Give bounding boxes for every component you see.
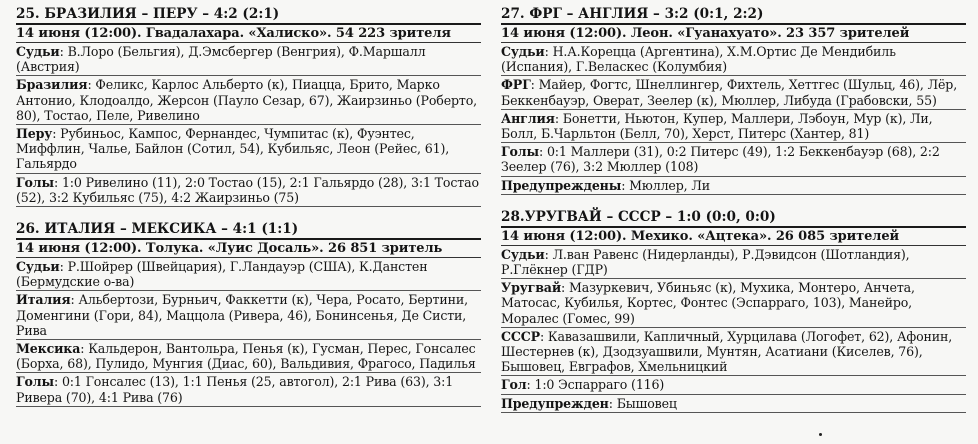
row-text: : 0:1 Гонсалес (13), 1:1 Пенья (25, автогол), 2:1 Рива (63), 3:1 Ривера (70), 4:1 Рива (76) (16, 374, 454, 405)
row-label: Голы (16, 174, 54, 190)
newspaper-page (16, 6, 966, 442)
row-label: Италия (16, 292, 71, 308)
row-text: : Кавазашвили, Капличный, Хурцилава (Логофет, 62), Афонин, Шестернев (к), Дзодзуашвили, Мунтян, Асатиани (Киселев, 76), Бышовец, Евграфов, Хмельницкий (501, 328, 953, 375)
referees-row (501, 246, 966, 279)
team-row-uruguay (501, 279, 966, 328)
row-label: Судьи (16, 44, 60, 59)
left-column (16, 6, 481, 421)
row-text: : Феликс, Карлос Альберто (к), Пиацца, Брито, Марко Антонио, Клодоалдо, Жерсон (Пауло Сезар, 67), Жаирзиньо (Роберто, 80), Тостао, Пеле, Ривелино (16, 77, 478, 123)
row-text: : Альбертози, Бурньич, Факкетти (к), Чера, Росато, Бертини, Доменгини (Гори, 84), Маццола (Ривера, 46), Бонинсенья, Де Систи, Рива (16, 292, 468, 338)
team-row-italy (16, 291, 481, 340)
row-text: : Кальдерон, Вантольра, Пенья (к), Гусман, Перес, Гонсалес (Борха, 68), Пулидо, Мунгия (Диас, 60), Вальдивия, Фрагосо, Падилья (16, 341, 476, 372)
row-text: : Бонетти, Ньютон, Купер, Маллери, Лэбоун, Мур (к), Ли, Болл, Б.Чарльтон (Белл, 70), Херст, Питерс (Хантер, 81) (501, 110, 933, 142)
row-label: Уругвай (501, 280, 562, 296)
match-venue: 14 июня (12:00). Леон. «Гуанахуато». 23 357 зрителей (501, 26, 966, 43)
row-label: СССР (501, 328, 540, 344)
match-26 (16, 221, 481, 407)
match-title: 25. БРАЗИЛИЯ – ПЕРУ – 4:2 (2:1) (16, 6, 481, 25)
match-title: 28.УРУГВАЙ – СССР – 1:0 (0:0, 0:0) (501, 209, 966, 228)
match-28 (501, 209, 966, 413)
goals-row (501, 143, 966, 176)
row-text: : 1:0 Эспарраго (116) (526, 377, 665, 393)
match-venue: 14 июня (12:00). Толука. «Луис Досаль». 26 851 зритель (16, 241, 481, 258)
row-text: : Мазуркевич, Убиньяс (к), Мухика, Монтеро, Анчета, Матосас, Кубилья, Кортес, Фонтес (Эспаррагo, 103), Манейро, Моралес (Гомес, 99) (501, 280, 915, 326)
goals-row (501, 376, 966, 394)
row-text: : Мюллер, Ли (621, 177, 710, 193)
row-label: Судьи (16, 259, 60, 275)
print-speck (819, 433, 822, 436)
right-column (501, 6, 966, 427)
referees-row (16, 43, 481, 76)
team-row-mexico (16, 340, 481, 373)
row-label: Голы (501, 144, 539, 160)
row-text: : Л.ван Равенс (Нидерланды), Р.Дэвидсон (Шотландия), Р.Глёкнер (ГДР) (501, 246, 910, 278)
row-text: : Р.Шойрер (Швейцария), Г.Ландауэр (США), К.Данстен (Бермудские о-ва) (16, 259, 428, 290)
team-row-frg (501, 76, 966, 109)
row-text: : 1:0 Ривелино (11), 2:0 Тостао (15), 2:1 Гальярдо (28), 3:1 Тостао (52), 3:2 Кубильяс (75), 4:2 Жаирзиньо (75) (16, 174, 479, 205)
goals-row (16, 174, 481, 207)
cautions-row (501, 395, 966, 413)
team-row-brazil (16, 76, 481, 125)
row-label: Голы (16, 374, 54, 390)
row-label: Перу (16, 126, 53, 142)
row-label: Предупреждены (501, 177, 622, 193)
row-text: : Рубиньос, Кампос, Фернандес, Чумпитас (к), Фуэнтес, Миффлин, Чалье, Байлон (Сотил, 54), Кубильяс, Леон (Рейес, 61), Гальярдо (16, 126, 450, 172)
goals-row (16, 373, 481, 406)
row-label: Судьи (501, 44, 545, 59)
match-27 (501, 6, 966, 195)
row-label: Гол (501, 377, 527, 393)
row-label: ФРГ (501, 77, 531, 93)
team-row-england (501, 110, 966, 143)
match-venue: 14 июня (12:00). Гвадалахара. «Халиско». 54 223 зрителя (16, 26, 481, 43)
row-label: Предупрежден (501, 395, 609, 411)
match-title: 27. ФРГ – АНГЛИЯ – 3:2 (0:1, 2:2) (501, 6, 966, 25)
referees-row (16, 258, 481, 291)
row-label: Англия (501, 110, 555, 126)
row-label: Мексика (16, 341, 81, 357)
match-venue: 14 июня (12:00). Мехико. «Ацтека». 26 085 зрителей (501, 229, 966, 246)
row-label: Бразилия (16, 77, 88, 93)
row-text: : Бышовец (608, 395, 677, 411)
team-row-ussr (501, 328, 966, 377)
row-text: : 0:1 Маллери (31), 0:2 Питерс (49), 1:2 Беккенбауэр (68), 2:2 Зеелер (76), 3:2 Мюллер (108) (501, 144, 940, 175)
row-text: : В.Лоро (Бельгия), Д.Эмсбергер (Венгрия), Ф.Маршалл (Австрия) (16, 44, 426, 75)
match-25 (16, 6, 481, 207)
row-text: : Н.А.Корецца (Аргентина), Х.М.Ортис Де Мендибиль (Испания), Г.Веласкес (Колумбия) (501, 44, 896, 75)
row-text: : Майер, Фогтс, Шнеллингер, Фихтель, Хеттгес (Шульц, 46), Лёр, Беккенбауэр, Оверат, Зеелер (к), Мюллер, Либуда (Грабовски, 55) (501, 77, 958, 108)
team-row-peru (16, 125, 481, 174)
referees-row (501, 43, 966, 76)
match-title: 26. ИТАЛИЯ – МЕКСИКА – 4:1 (1:1) (16, 221, 481, 240)
cautions-row (501, 177, 966, 195)
row-label: Судьи (501, 246, 545, 262)
